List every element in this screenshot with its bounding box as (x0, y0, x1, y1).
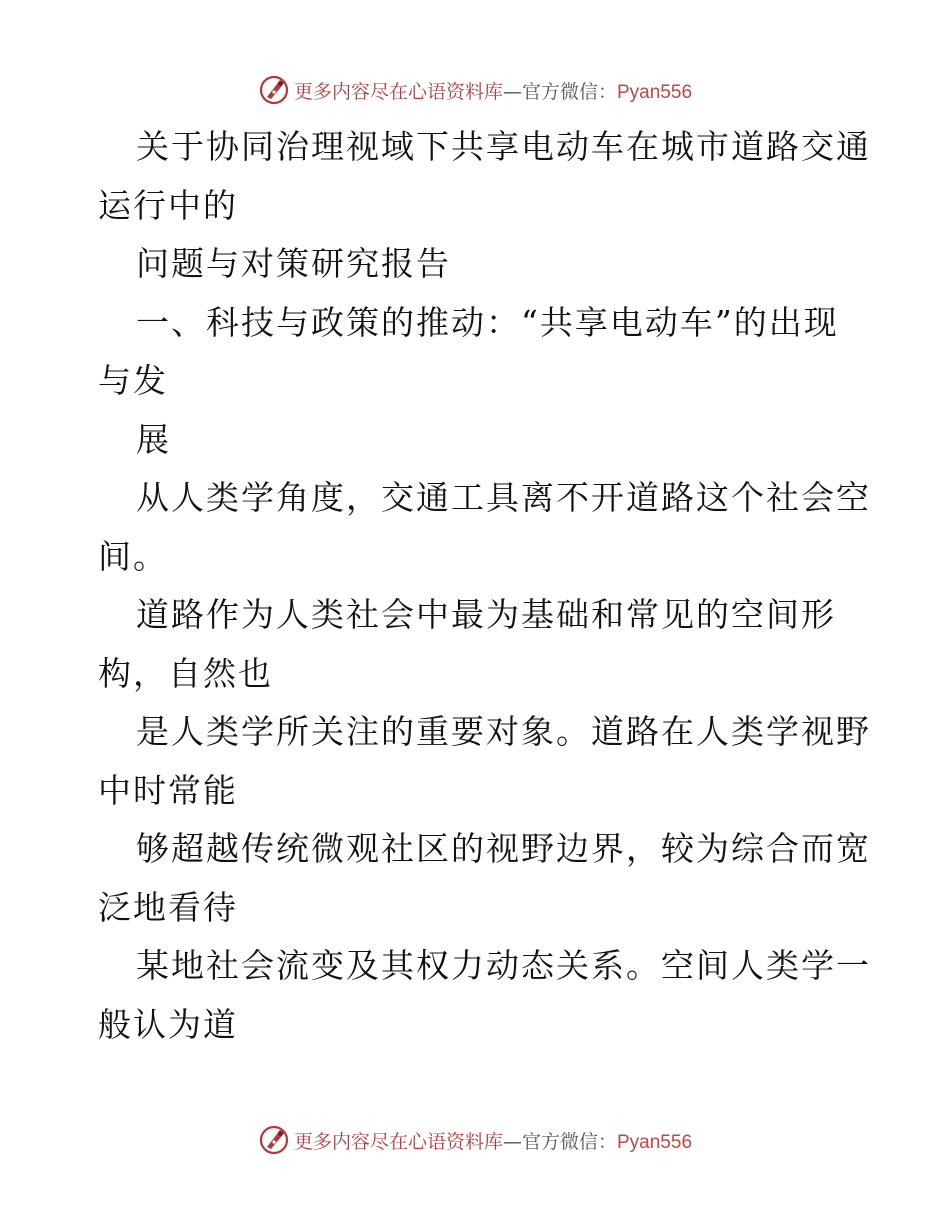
banner-text (294, 1127, 692, 1154)
text-line: 泛地看待 (98, 887, 238, 927)
pen-nib-icon (258, 74, 290, 106)
text-line: 构，自然也 (98, 653, 273, 693)
text-line: 展 (136, 419, 171, 459)
text-line: 是人类学所关注的重要对象。道路在人类学视野 (136, 712, 871, 751)
banner-dash: — (502, 1130, 522, 1153)
banner-dash: — (502, 80, 522, 103)
banner-wechat-id: Pyan556 (617, 1131, 693, 1153)
banner-sub-text: 官方微信： (521, 80, 617, 103)
pen-nib-icon (258, 1124, 290, 1156)
banner-text (294, 77, 692, 104)
text-line: 一、科技与政策的推动：“共享电动车”的出现 (136, 302, 839, 342)
banner-sub-text: 官方微信： (521, 1130, 617, 1153)
document-body (98, 118, 871, 1054)
text-line: 某地社会流变及其权力动态关系。空间人类学一 (136, 946, 871, 985)
text-line: 问题与对策研究报告 (136, 244, 451, 283)
footer-banner (0, 1120, 950, 1160)
banner-main-text: 更多内容尽在心语资料库 (293, 1130, 503, 1153)
text-line: 道路作为人类社会中最为基础和常见的空间形 (136, 595, 836, 634)
text-line: 运行中的 (98, 185, 238, 225)
banner-wechat-id: Pyan556 (617, 81, 693, 103)
text-line: 般认为道 (98, 1004, 238, 1044)
text-line: 间。 (98, 536, 168, 576)
header-banner (0, 70, 950, 110)
text-line: 够超越传统微观社区的视野边界，较为综合而宽 (136, 829, 871, 868)
text-line: 中时常能 (98, 770, 238, 810)
text-line: 关于协同治理视域下共享电动车在城市道路交通 (136, 127, 871, 166)
text-line: 从人类学角度，交通工具离不开道路这个社会空 (136, 478, 871, 517)
text-line: 与发 (98, 361, 168, 400)
banner-main-text: 更多内容尽在心语资料库 (293, 80, 503, 103)
